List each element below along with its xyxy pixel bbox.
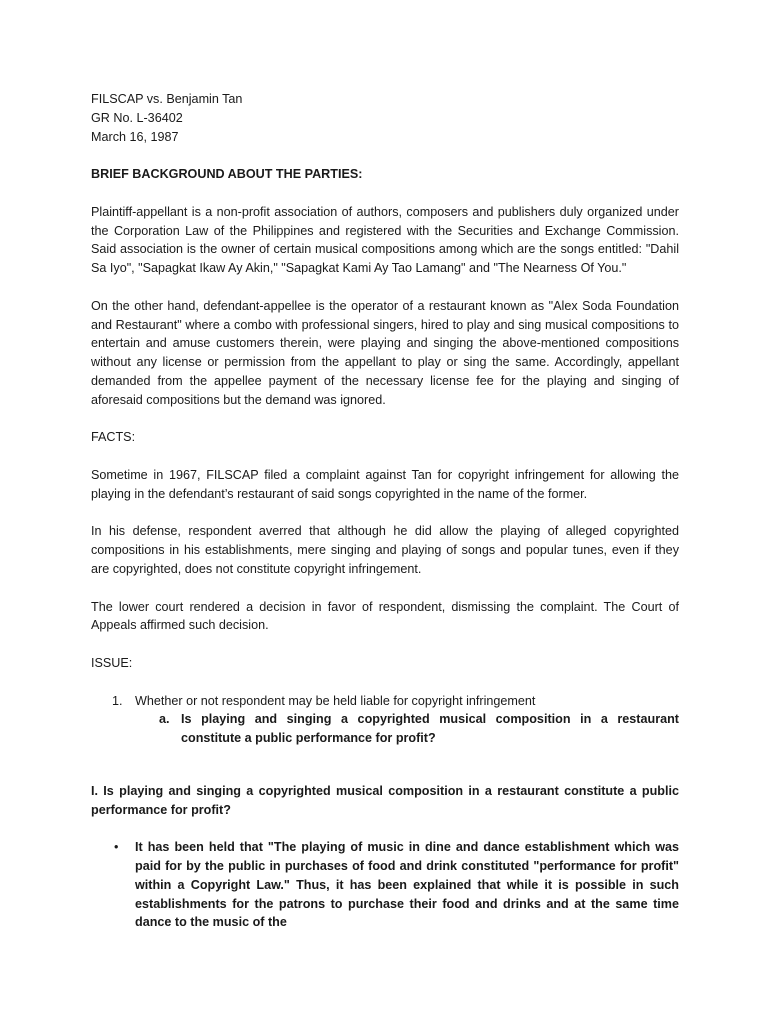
discussion-bullet-1 — [91, 838, 679, 932]
facts-paragraph-1: Sometime in 1967, FILSCAP filed a complaint against Tan for copyright infringement for allowing the playing in the defendant’s restaurant of said songs copyrighted in the name of the former. — [91, 467, 679, 501]
discussion-bullet-1-text: It has been held that "The playing of music in dine and dance establishment which was paid for by the public in purchases of food and drink constituted "performance for profit" within a Copyright Law." Thus, it has been explained that while it is possible in such establishments for the patrons to purchase their food and drinks and at the same time dance to the music of the — [135, 840, 679, 930]
issue-item-1-number: 1. — [112, 693, 123, 708]
facts-paragraph-2: In his defense, respondent averred that although he did allow the playing of alleged copyrighted compositions in his establishments, mere singing and playing of songs and popular tunes, even if they are copyrighted, does not constitute copyright infringement. — [91, 524, 679, 576]
bullet-icon: • — [114, 840, 119, 855]
facts-paragraph-3: The lower court rendered a decision in favor of respondent, dismissing the complaint. The Court of Appeals affirmed such decision. — [91, 599, 679, 633]
document-page — [91, 90, 679, 932]
issue-item-1-text: Whether or not respondent may be held liable for copyright infringement — [135, 693, 536, 708]
issue-item-1a-letter: a. — [159, 712, 170, 727]
issue-item-1 — [91, 692, 679, 711]
background-paragraph-1: Plaintiff-appellant is a non-profit association of authors, composers and publishers duly organized under the Corporation Law of the Philippines and registered with the Securities and Exchange Commission. Said association is the owner of certain musical compositions among which are the songs entitled: "Dahil Sa Iyo", "Sapagkat Ikaw Ay Akin," "Sapagkat Kami Ay Tao Lamang" and "The Nearness Of You." — [91, 204, 679, 276]
gr-number: GR No. L-36402 — [91, 110, 183, 125]
discussion-heading: I. Is playing and singing a copyrighted musical composition in a restaurant constitute a public performance for profit? — [91, 783, 679, 817]
facts-heading: FACTS: — [91, 430, 136, 445]
background-paragraph-2: On the other hand, defendant-appellee is the operator of a restaurant known as "Alex Soda Foundation and Restaurant" where a combo with professional singers, hired to play and sing musical compositions to entertain and amuse customers therein, were playing and singing the above-mentioned compositions without any license or permission from the appellant to play or sing the same. Accordingly, appellant demanded from the appellee payment of the necessary license fee for the playing and singing of aforesaid compositions but the demand was ignored. — [91, 298, 679, 407]
issue-item-1a — [91, 710, 679, 748]
issue-heading: ISSUE: — [91, 655, 133, 670]
decision-date: March 16, 1987 — [91, 129, 179, 144]
issue-item-1a-text: Is playing and singing a copyrighted musical composition in a restaurant constitute a public performance for profit? — [181, 712, 679, 746]
case-title: FILSCAP vs. Benjamin Tan — [91, 92, 243, 106]
background-heading: BRIEF BACKGROUND ABOUT THE PARTIES: — [91, 167, 363, 182]
